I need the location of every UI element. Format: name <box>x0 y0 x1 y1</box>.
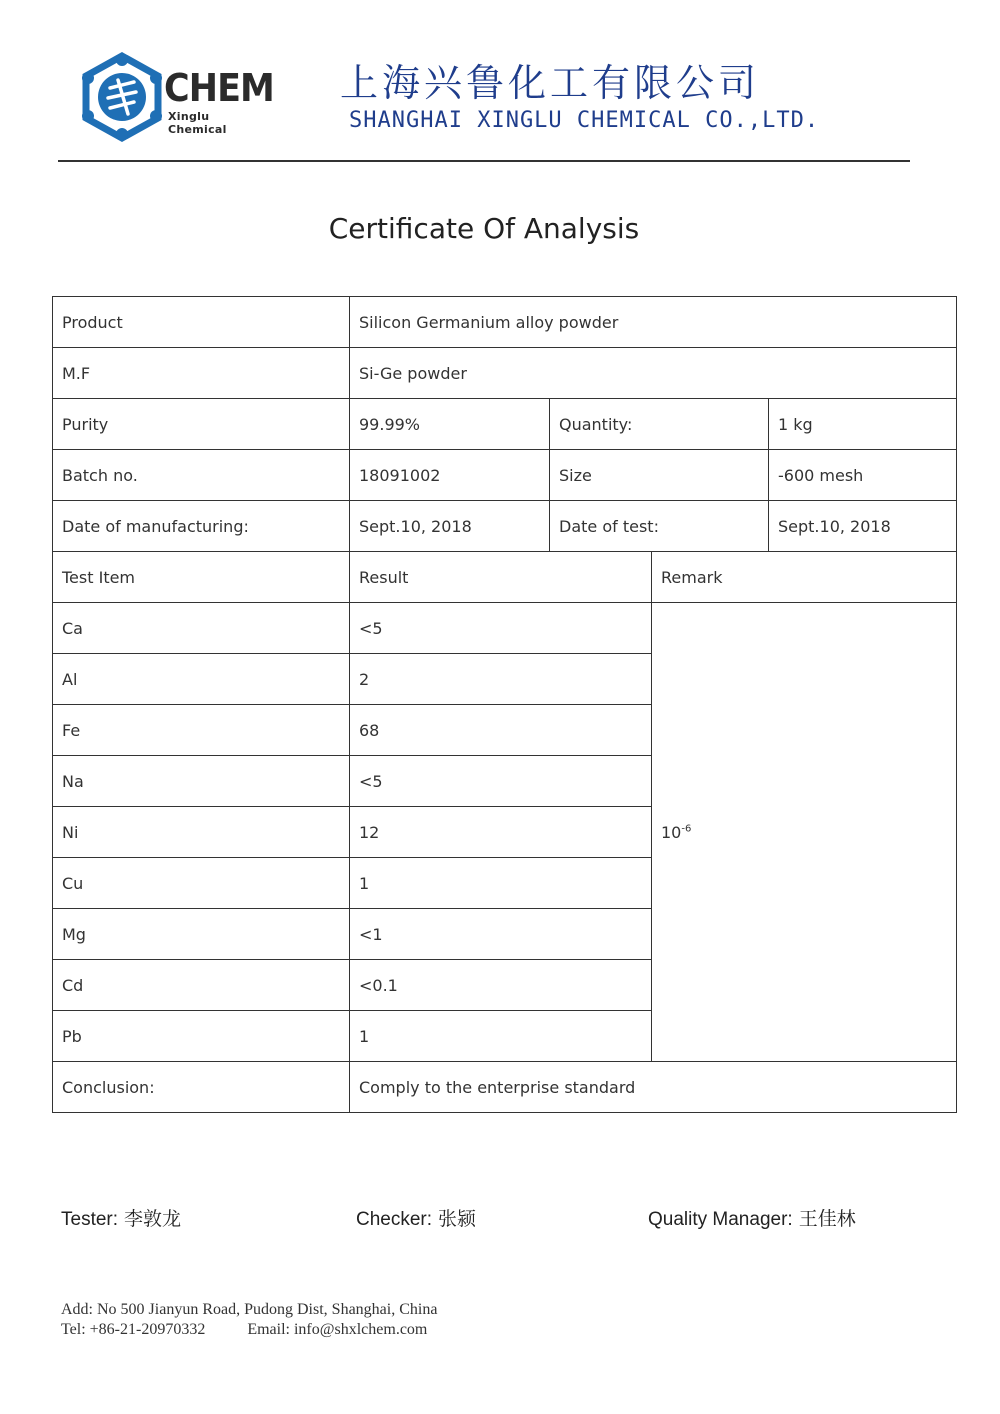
tester-name: 李敦龙 <box>124 1208 182 1230</box>
table-header-row <box>53 552 957 603</box>
mfg-date-label: Date of manufacturing: <box>53 501 350 552</box>
test-result: 12 <box>350 807 652 858</box>
analysis-table <box>52 296 957 1113</box>
product-value: Silicon Germanium alloy powder <box>350 297 957 348</box>
test-item: Al <box>53 654 350 705</box>
footer-contact <box>61 1300 437 1340</box>
remark-exponent: -6 <box>681 823 692 835</box>
conclusion-value: Comply to the enterprise standard <box>350 1062 957 1113</box>
test-result: <1 <box>350 909 652 960</box>
test-item-header: Test Item <box>53 552 350 603</box>
footer-address: Add: No 500 Jianyun Road, Pudong Dist, Shanghai, China <box>61 1301 438 1318</box>
quality-manager-signature <box>648 1204 856 1231</box>
batch-label: Batch no. <box>53 450 350 501</box>
footer-contact-line <box>61 1320 437 1340</box>
signature-block <box>0 1204 1000 1234</box>
footer-tel: Tel: +86-21-20970332 <box>61 1321 206 1338</box>
tester-signature <box>61 1204 181 1231</box>
remark-base: 10 <box>661 822 682 842</box>
remark-unit <box>652 603 957 1062</box>
company-logo <box>80 52 274 142</box>
test-item: Fe <box>53 705 350 756</box>
test-result: 68 <box>350 705 652 756</box>
company-name-english: SHANGHAI XINGLU CHEMICAL CO.,LTD. <box>349 108 820 133</box>
size-label: Size <box>550 450 769 501</box>
tester-label: Tester: <box>61 1209 119 1230</box>
test-item: Cu <box>53 858 350 909</box>
checker-label: Checker: <box>356 1209 433 1230</box>
test-item: Ca <box>53 603 350 654</box>
table-row <box>53 399 957 450</box>
table-row <box>53 348 957 399</box>
footer-email: Email: info@shxlchem.com <box>247 1321 428 1338</box>
checker-name: 张颍 <box>438 1208 477 1230</box>
logo-wordmark: CHEM <box>164 66 274 110</box>
checker-signature <box>356 1204 476 1231</box>
size-value: -600 mesh <box>769 450 957 501</box>
test-item: Na <box>53 756 350 807</box>
test-result: <0.1 <box>350 960 652 1011</box>
mf-value: Si-Ge powder <box>350 348 957 399</box>
test-result: 1 <box>350 1011 652 1062</box>
remark-header: Remark <box>652 552 957 603</box>
test-item: Cd <box>53 960 350 1011</box>
quality-manager-name: 王佳林 <box>798 1208 856 1230</box>
header-divider <box>58 160 910 162</box>
table-row <box>53 297 957 348</box>
mf-label: M.F <box>53 348 350 399</box>
table-row <box>53 501 957 552</box>
test-result: <5 <box>350 756 652 807</box>
table-row <box>53 603 957 654</box>
conclusion-label: Conclusion: <box>53 1062 350 1113</box>
test-result: 1 <box>350 858 652 909</box>
test-result: <5 <box>350 603 652 654</box>
quantity-value: 1 kg <box>769 399 957 450</box>
test-item: Mg <box>53 909 350 960</box>
logo-subtitle: Xinglu Chemical <box>168 110 227 136</box>
document-title: Certificate Of Analysis <box>328 212 640 245</box>
table-row <box>53 450 957 501</box>
purity-value: 99.99% <box>350 399 550 450</box>
quality-manager-label: Quality Manager: <box>648 1209 793 1230</box>
hexagon-logo-icon <box>80 52 164 142</box>
test-date-value: Sept.10, 2018 <box>769 501 957 552</box>
table-row <box>53 1062 957 1113</box>
company-name-chinese: 上海兴鲁化工有限公司 <box>340 61 761 105</box>
test-item: Ni <box>53 807 350 858</box>
test-result: 2 <box>350 654 652 705</box>
test-date-label: Date of test: <box>550 501 769 552</box>
result-header: Result <box>350 552 652 603</box>
quantity-label: Quantity: <box>550 399 769 450</box>
test-item: Pb <box>53 1011 350 1062</box>
product-label: Product <box>53 297 350 348</box>
batch-value: 18091002 <box>350 450 550 501</box>
mfg-date-value: Sept.10, 2018 <box>350 501 550 552</box>
purity-label: Purity <box>53 399 350 450</box>
